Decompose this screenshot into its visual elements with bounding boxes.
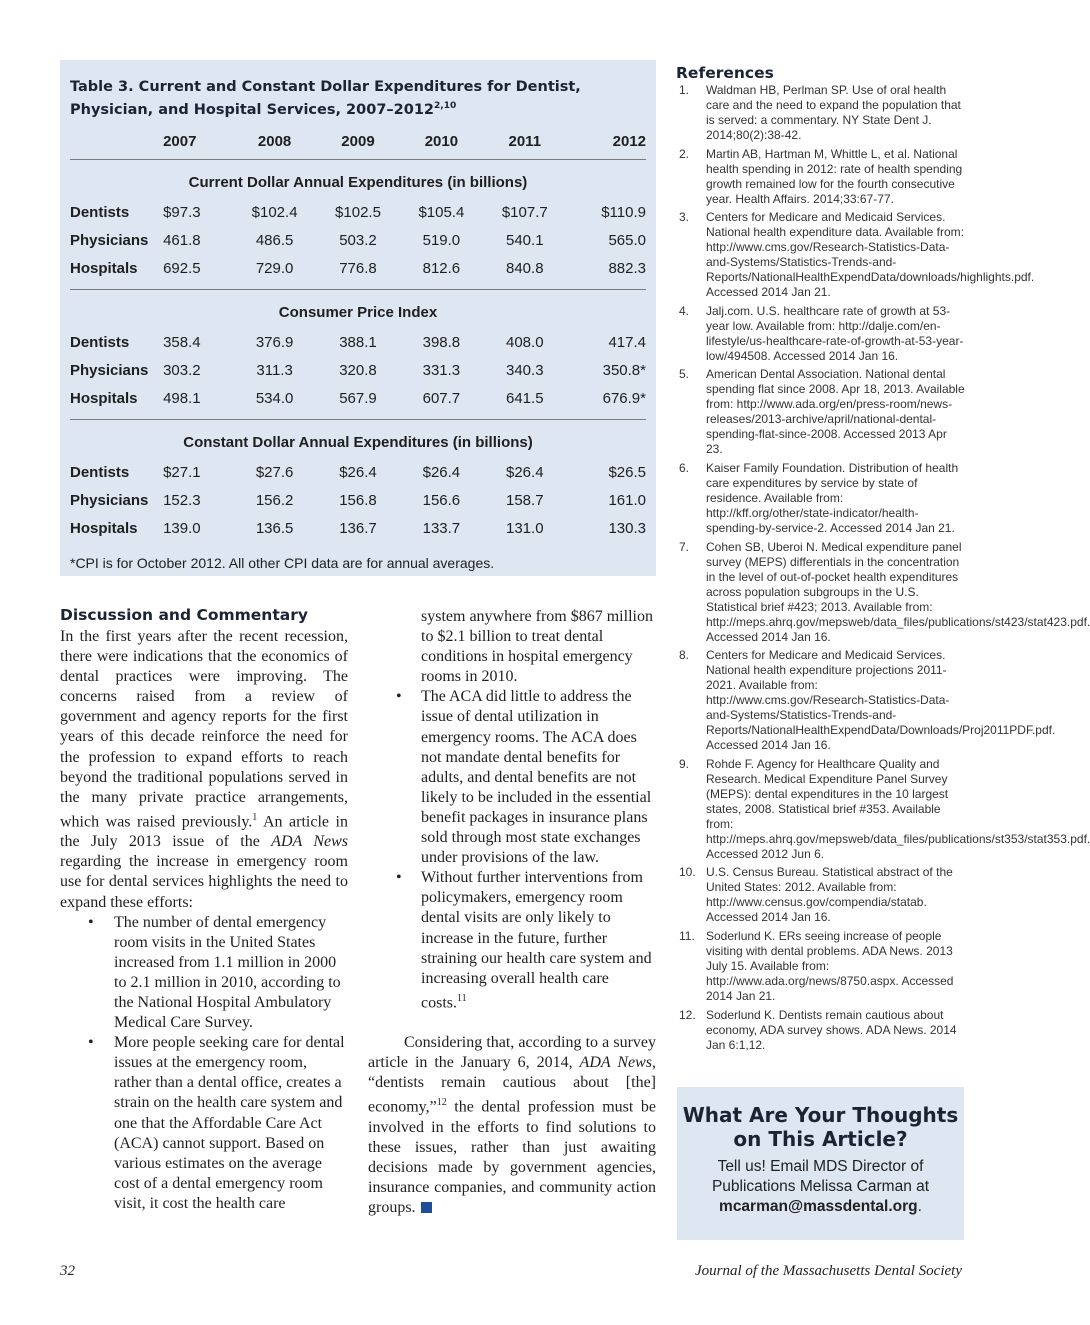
table-section-title: Consumer Price Index <box>278 303 438 321</box>
table-year-header <box>70 133 646 150</box>
row-label: Hospitals <box>70 520 138 538</box>
year-col: 2012 <box>612 132 646 150</box>
table-cell: 376.9 <box>255 334 294 352</box>
table-cell: 388.1 <box>339 334 377 352</box>
table-cell: 136.7 <box>339 520 377 538</box>
table-cell: 131.0 <box>506 520 544 538</box>
table-cell: $27.1 <box>163 464 201 482</box>
table-cell: 130.3 <box>608 520 646 538</box>
table-cell: 519.0 <box>422 232 461 250</box>
bullet-continuation: system anywhere from $867 million to $2.1 billion to treat dental conditions in hospital emergency rooms in 2010. <box>421 608 653 686</box>
table-cell: 133.7 <box>422 520 461 538</box>
end-mark-icon <box>421 1202 432 1213</box>
table-section-title: Current Dollar Annual Expenditures (in billions) <box>188 173 528 191</box>
table-cell: 303.2 <box>163 362 201 380</box>
table-cell: 358.4 <box>163 334 201 352</box>
row-label: Dentists <box>70 464 130 482</box>
table-cell: 607.7 <box>422 390 461 408</box>
email-link[interactable]: mcarman@massdental.org <box>719 1198 918 1215</box>
table-row <box>70 357 646 385</box>
table-title: Table 3. Current and Constant Dollar Expenditures for Dentist, Physician, and Hospital Services, 2007–2012$^{2,10}$ <box>70 79 581 118</box>
table-cell: 156.2 <box>255 492 294 510</box>
table-cell: 152.3 <box>163 492 201 510</box>
table-section-title: Constant Dollar Annual Expenditures (in billions) <box>183 433 533 451</box>
table-cell: 486.5 <box>255 232 294 250</box>
table-cell: 331.3 <box>422 362 461 380</box>
table-cell: 156.8 <box>339 492 377 510</box>
reference-item: 1. Waldman HB, Perlman SP. Use of oral health care and the need to expand the population that is served: a commentary. NY State Dent J. 2014;80(2):38-42. <box>679 83 961 142</box>
year-col: 2010 <box>424 132 459 150</box>
table-cell: $27.6 <box>255 464 294 482</box>
references-heading: References <box>676 64 774 82</box>
table-cell: $97.3 <box>163 204 201 222</box>
row-label: Physicians <box>70 492 149 510</box>
table-cell: 350.8* <box>602 362 646 380</box>
table-cell: 498.1 <box>163 390 201 408</box>
table-cell: 408.0 <box>506 334 544 352</box>
row-label: Dentists <box>70 204 130 222</box>
table-cell: $26.4 <box>422 464 461 482</box>
table-cell: 161.0 <box>608 492 646 510</box>
reference-item: 5. American Dental Association. National dental spending flat since 2008. Apr 18, 2013. Available from: http://www.ada.org/en/press-room/news-releases/2013-archive/april/national-dental-spending-flat-since-2008. Accessed 2013 Apr 23. <box>679 367 965 457</box>
bullet-item: • The ACA did little to address the issue of dental utilization in emergency rooms. The ACA does not mandate dental benefits for adults, and dental benefits are not likely to be included in the essential benefit packages in insurance plans sold through most state exchanges under provisions of the law. <box>396 688 652 867</box>
table-cell: $26.4 <box>339 464 377 482</box>
row-label: Hospitals <box>70 390 138 408</box>
reference-item: 3. Centers for Medicare and Medicaid Services. National health expenditure data. Available from: http://www.cms.gov/Research-Statistics-Data-and-Systems/Statistics-Trends-and-Reports/NationalHealthExpendData/downloads/highlights.pdf. Accessed 2014 Jan 21. <box>679 210 1035 300</box>
references-list <box>676 83 1090 1056</box>
reference-item: 4. Jalj.com. U.S. healthcare rate of growth at 53-year low. Available from: http://dalje.com/en-lifestyle/us-healthcare-rate-of-growth-at-53-year-low/494508. Accessed 2014 Jan 16. <box>679 303 964 363</box>
table-row <box>70 515 646 543</box>
table-cell: 729.0 <box>255 260 294 278</box>
table-cell: 567.9 <box>339 390 377 408</box>
table-cell: 156.6 <box>422 492 461 510</box>
table-cell: 882.3 <box>608 260 646 278</box>
table-cell: 398.8 <box>422 334 461 352</box>
table-cell: 340.3 <box>506 362 544 380</box>
bullet-item: • More people seeking care for dental issues at the emergency room, rather than a dental office, creates a strain on the health care system and one that the Affordable Care Act (ACA) cannot support. Based on various estimates on the average cost of a dental emergency room visit, it cost the health care <box>88 1034 345 1212</box>
feedback-title: What Are Your Thoughts on This Article? <box>682 1103 959 1151</box>
table-cell: 676.9* <box>602 390 646 408</box>
table-row <box>70 487 646 515</box>
feedback-body: Tell us! Email MDS Director of Publications Melissa Carman at mcarman@massdental.org. <box>711 1158 930 1215</box>
table-cell: $102.4 <box>251 204 298 222</box>
expenditure-table <box>60 60 656 576</box>
row-label: Physicians <box>70 232 149 250</box>
bullet-item: • The number of dental emergency room visits in the United States increased from 1.1 million in 2000 to 2.1 million in 2010, according to the National Hospital Ambulatory Medical Care Survey. <box>88 913 341 1032</box>
table-row <box>70 459 646 487</box>
table-cell: 158.7 <box>506 492 544 510</box>
year-col: 2007 <box>163 132 197 150</box>
table-cell: $102.5 <box>335 204 381 222</box>
reference-item: 9. Rohde F. Agency for Healthcare Quality and Research. Medical Expenditure Panel Survey (MEPS): dental expenditures in the 10 largest states, 2008. Statistical brief #353. Available from: http://meps.ahrq.gov/mepsweb/data_files/publications/st353/stat353.pdf. Accessed 2012 Jun 6. <box>679 756 1090 861</box>
year-col: 2011 <box>508 132 542 150</box>
table-cell: 311.3 <box>256 362 293 380</box>
discussion-paragraph: In the first years after the recent recession, there were indications that the economics of dental practices were improving. The concerns raised from a review of government and agency reports for the first years of this decade reinforce the need for the profession to expand efforts to reach beyond the traditional populations served in the many private practice arrangements, which was raised previously.$^1$ An article in the July 2013 issue of the ADA News regarding the increase in emergency room use for dental services highlights the need to expand these efforts: <box>60 628 349 911</box>
table-row <box>70 199 646 227</box>
table-footnote: *CPI is for October 2012. All other CPI data are for annual averages. <box>70 554 495 571</box>
row-label: Hospitals <box>70 260 138 278</box>
table-row <box>70 385 646 413</box>
table-row <box>70 255 646 283</box>
table-cell: 565.0 <box>608 232 646 250</box>
table-cell: 320.8 <box>339 362 377 380</box>
table-cell: 692.5 <box>163 260 201 278</box>
discussion-heading: Discussion and Commentary <box>60 606 308 624</box>
table-cell: 503.2 <box>339 232 377 250</box>
table-cell: 417.4 <box>608 334 646 352</box>
page-number: 32 <box>60 1263 75 1279</box>
table-cell: $107.7 <box>501 204 548 222</box>
journal-name: Journal of the Massachusetts Dental Society <box>694 1263 962 1279</box>
row-label: Physicians <box>70 362 149 380</box>
reference-item: 2. Martin AB, Hartman M, Whittle L, et al. National health spending in 2012: rate of health spending growth remained low for the fourth consecutive year. Health Affairs. 2014;33:67-77. <box>679 146 963 206</box>
table-cell: 641.5 <box>506 390 544 408</box>
bullet-item: • Without further interventions from policymakers, emergency room dental visits are only likely to increase in the future, further straining our health care system and increasing overall health care costs.$^{11}$ <box>396 869 652 1012</box>
table-row <box>70 329 646 357</box>
discussion-column-1 <box>60 627 348 1214</box>
year-col: 2008 <box>257 132 292 150</box>
table-cell: 139.0 <box>163 520 201 538</box>
row-label: Dentists <box>70 334 130 352</box>
reference-item: 6. Kaiser Family Foundation. Distribution of health care expenditures by service by state of residence. Available from: http://kff.org/other/state-indicator/health-spending-by-service-2. Accessed 2014 Jan 21. <box>679 460 959 535</box>
feedback-box <box>677 1087 964 1240</box>
table-cell: 776.8 <box>339 260 377 278</box>
discussion-paragraph: Considering that, according to a survey article in the January 6, 2014, ADA News, “dentists remain cautious about [the] economy,”$^{12}$ the dental profession must be involved in the efforts to find solutions to these issues, rather than just awaiting decisions made by government agencies, insurance companies, and community action groups. <box>368 1034 657 1217</box>
discussion-column-2 <box>368 607 656 1218</box>
table-cell: $26.4 <box>506 464 544 482</box>
reference-item: 8. Centers for Medicare and Medicaid Services. National health expenditure projections 2011-2021. Available from: http://www.cms.gov/Research-Statistics-Data-and-Systems/Statistics-Trends-and-Reports/NationalHealthExpendData/Downloads/Proj2011PDF.pdf. Accessed 2014 Jan 16. <box>679 648 1056 753</box>
reference-item: 12. Soderlund K. Dentists remain cautious about economy, ADA survey shows. ADA News. 2014 Jan 6:1,12. <box>679 1007 957 1052</box>
table-cell: $26.5 <box>608 464 646 482</box>
year-col: 2009 <box>341 132 375 150</box>
reference-item: 11. Soderlund K. ERs seeing increase of people visiting with dental problems. ADA News. 2013 July 15. Available from: http://www.ada.org/news/8750.aspx. Accessed 2014 Jan 21. <box>679 928 954 1003</box>
table-cell: 136.5 <box>255 520 294 538</box>
table-cell: $105.4 <box>418 204 465 222</box>
reference-item: 7. Cohen SB, Uberoi N. Medical expenditure panel survey (MEPS) differentials in the concentration in the level of out-of-pocket health expenditures across population subgroups in the U.S. Statistical brief #423; 2013. Available from: http://meps.ahrq.gov/mepsweb/data_files/publications/st423/stat423.pdf. Accessed 2014 Jan 16. <box>679 539 1090 644</box>
table-cell: 540.1 <box>506 232 544 250</box>
table-cell: 812.6 <box>422 260 461 278</box>
table-row <box>70 227 646 255</box>
table-cell: $110.9 <box>601 204 646 222</box>
table-cell: 534.0 <box>255 390 294 408</box>
table-cell: 461.8 <box>163 232 201 250</box>
reference-item: 10. U.S. Census Bureau. Statistical abstract of the United States: 2012. Available from: http://www.census.gov/compendia/statab. Accessed 2014 Jan 16. <box>679 865 953 925</box>
table-cell: 840.8 <box>506 260 544 278</box>
